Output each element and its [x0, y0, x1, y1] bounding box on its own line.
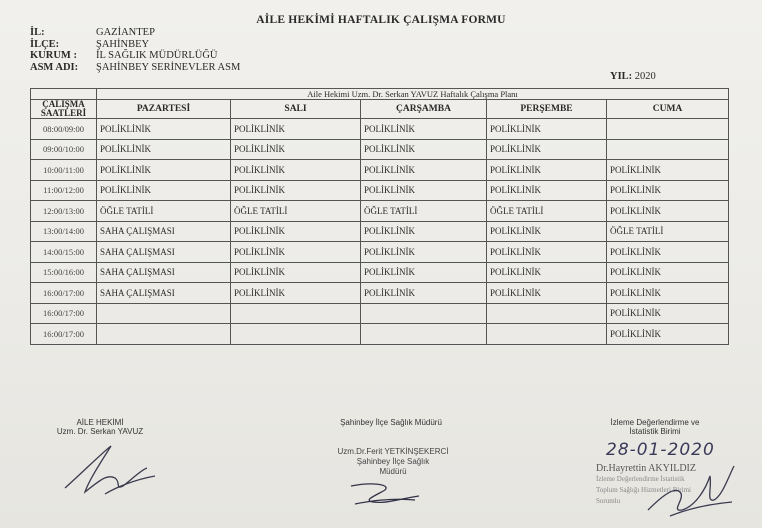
schedule-cell: POLİKLİNİK — [97, 139, 231, 160]
schedule-cell: POLİKLİNİK — [607, 160, 729, 181]
info-value: ŞAHİNBEY SERİNEVLER ASM — [96, 61, 241, 73]
schedule-cell: POLİKLİNİK — [361, 221, 487, 242]
table-row — [31, 221, 729, 242]
schedule-cell: POLİKLİNİK — [487, 242, 607, 263]
time-slot: 15:00/16:00 — [31, 262, 97, 283]
doctor-name: Uzm. Dr. Serkan YAVUZ — [56, 427, 144, 436]
monitoring-stamp-name: Dr.Hayrettin AKYILDIZ — [596, 463, 696, 474]
plan-title: Aile Hekimi Uzm. Dr. Serkan YAVUZ Haftalık Çalışma Planı — [97, 89, 729, 100]
table-row — [31, 283, 729, 304]
schedule-cell: POLİKLİNİK — [231, 139, 361, 160]
time-slot: 16:00/17:00 — [31, 303, 97, 324]
schedule-cell — [97, 324, 231, 345]
schedule-cell: ÖĞLE TATİLİ — [607, 221, 729, 242]
info-value: İL SAĞLIK MÜDÜRLÜĞÜ — [96, 50, 218, 61]
schedule-cell: ÖĞLE TATİLİ — [97, 201, 231, 222]
district-stamp — [318, 447, 468, 477]
schedule-cell: POLİKLİNİK — [487, 160, 607, 181]
monitoring-stamp-l2: İzleme Değerlendirme İstatistik — [596, 475, 685, 483]
schedule-cell: POLİKLİNİK — [231, 221, 361, 242]
schedule-cell — [361, 303, 487, 324]
plan-title-spacer — [31, 89, 97, 100]
schedule-cell: POLİKLİNİK — [361, 283, 487, 304]
district-stamp-l3: Müdürü — [379, 467, 407, 476]
schedule-cell — [607, 139, 729, 160]
day-header: PERŞEMBE — [487, 100, 607, 119]
district-director-block — [316, 418, 466, 427]
time-slot: 12:00/13:00 — [31, 201, 97, 222]
day-header: SALI — [231, 100, 361, 119]
table-row — [31, 160, 729, 181]
schedule-body — [31, 119, 729, 345]
table-row — [31, 242, 729, 263]
handwritten-date: 28-01-2020 — [606, 440, 715, 460]
time-slot: 16:00/17:00 — [31, 324, 97, 345]
schedule-cell: POLİKLİNİK — [361, 262, 487, 283]
time-slot: 13:00/14:00 — [31, 221, 97, 242]
schedule-cell: POLİKLİNİK — [607, 262, 729, 283]
schedule-cell: POLİKLİNİK — [487, 262, 607, 283]
info-label: İL: — [30, 27, 45, 38]
schedule-cell: POLİKLİNİK — [487, 139, 607, 160]
monitoring-unit-block — [580, 418, 730, 436]
schedule-cell: POLİKLİNİK — [231, 160, 361, 181]
schedule-cell: POLİKLİNİK — [487, 283, 607, 304]
schedule-cell: POLİKLİNİK — [361, 180, 487, 201]
schedule-cell: POLİKLİNİK — [487, 221, 607, 242]
info-value: ŞAHİNBEY — [96, 38, 150, 50]
info-row — [30, 62, 240, 74]
info-value: GAZİANTEP — [96, 27, 155, 38]
info-block — [30, 27, 240, 73]
info-label: İLÇE: — [30, 38, 60, 50]
schedule-cell: POLİKLİNİK — [231, 180, 361, 201]
monitoring-line2: İstatistik Birimi — [629, 427, 681, 436]
form-title: AİLE HEKİMİ HAFTALIK ÇALIŞMA FORMU — [256, 14, 506, 26]
info-row — [30, 50, 240, 62]
doctor-title: AİLE HEKİMİ — [76, 418, 124, 427]
schedule-cell: POLİKLİNİK — [607, 180, 729, 201]
schedule-cell: POLİKLİNİK — [231, 242, 361, 263]
schedule-cell: POLİKLİNİK — [231, 283, 361, 304]
schedule-table — [30, 88, 729, 345]
schedule-cell — [361, 324, 487, 345]
schedule-cell: POLİKLİNİK — [361, 160, 487, 181]
schedule-cell: POLİKLİNİK — [231, 119, 361, 140]
time-slot: 16:00/17:00 — [31, 283, 97, 304]
info-label: KURUM : — [30, 50, 77, 61]
table-row — [31, 324, 729, 345]
table-row — [31, 119, 729, 140]
schedule-cell: POLİKLİNİK — [231, 262, 361, 283]
schedule-cell — [97, 303, 231, 324]
monitoring-stamp-l3: Toplum Sağlığı Hizmetleri Birimi — [596, 486, 691, 494]
schedule-cell: POLİKLİNİK — [607, 242, 729, 263]
day-header: ÇARŞAMBA — [361, 100, 487, 119]
time-slot: 08:00/09:00 — [31, 119, 97, 140]
schedule-cell — [231, 324, 361, 345]
time-slot: 14:00/15:00 — [31, 242, 97, 263]
schedule-cell: ÖĞLE TATİLİ — [487, 201, 607, 222]
schedule-cell: ÖĞLE TATİLİ — [361, 201, 487, 222]
monitoring-stamp-l4: Sorumlu — [596, 497, 621, 505]
schedule-cell: SAHA ÇALIŞMASI — [97, 242, 231, 263]
day-header: PAZARTESİ — [97, 100, 231, 119]
doctor-signature-scrawl — [45, 440, 165, 502]
year-label: YIL: — [610, 71, 633, 82]
schedule-cell: POLİKLİNİK — [607, 303, 729, 324]
schedule-cell — [487, 303, 607, 324]
schedule-cell: POLİKLİNİK — [361, 242, 487, 263]
table-row — [31, 139, 729, 160]
doctor-signature-block — [30, 418, 170, 436]
schedule-cell: POLİKLİNİK — [607, 324, 729, 345]
year-field — [610, 71, 656, 82]
time-slot: 11:00/12:00 — [31, 180, 97, 201]
schedule-cell: SAHA ÇALIŞMASI — [97, 283, 231, 304]
info-row — [30, 39, 240, 51]
district-stamp-l2: Şahinbey İlçe Sağlık — [356, 457, 430, 466]
time-slot: 10:00/11:00 — [31, 160, 97, 181]
schedule-cell: POLİKLİNİK — [607, 283, 729, 304]
time-slot: 09:00/10:00 — [31, 139, 97, 160]
day-header: CUMA — [607, 100, 729, 119]
schedule-cell — [607, 119, 729, 140]
hours-header-line1: ÇALIŞMA — [42, 99, 85, 109]
hours-header — [31, 100, 97, 119]
schedule-cell — [487, 324, 607, 345]
schedule-cell: POLİKLİNİK — [97, 180, 231, 201]
schedule-cell — [231, 303, 361, 324]
schedule-cell: SAHA ÇALIŞMASI — [97, 262, 231, 283]
header-row — [31, 100, 729, 119]
schedule-cell: POLİKLİNİK — [487, 119, 607, 140]
district-stamp-name: Uzm.Dr.Ferit YETKİNŞEKERCİ — [337, 447, 449, 456]
table-row — [31, 262, 729, 283]
info-label: ASM ADI: — [30, 61, 79, 73]
district-signature-scrawl — [345, 478, 425, 508]
schedule-cell: POLİKLİNİK — [97, 160, 231, 181]
table-row — [31, 303, 729, 324]
plan-title-row — [31, 89, 729, 100]
monitoring-line1: İzleme Değerlendirme ve — [610, 418, 700, 427]
schedule-cell: POLİKLİNİK — [487, 180, 607, 201]
schedule-cell: SAHA ÇALIŞMASI — [97, 221, 231, 242]
year-value: 2020 — [634, 71, 656, 82]
table-row — [31, 180, 729, 201]
monitoring-signature-scrawl — [640, 458, 740, 520]
info-row — [30, 27, 240, 39]
schedule-cell: POLİKLİNİK — [97, 119, 231, 140]
schedule-cell: POLİKLİNİK — [361, 139, 487, 160]
schedule-cell: POLİKLİNİK — [361, 119, 487, 140]
district-director-title: Şahinbey İlçe Sağlık Müdürü — [340, 418, 442, 427]
schedule-cell: ÖĞLE TATİLİ — [231, 201, 361, 222]
table-row — [31, 201, 729, 222]
schedule-cell: POLİKLİNİK — [607, 201, 729, 222]
hours-header-line2: SAATLERİ — [40, 108, 87, 118]
